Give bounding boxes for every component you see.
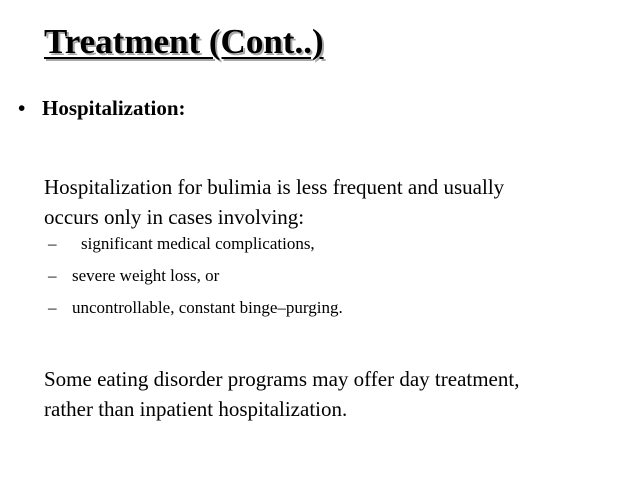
sub-item-text: severe weight loss, or [72, 266, 220, 285]
bullet-hospitalization [18, 96, 186, 121]
sub-item-text: uncontrollable, constant binge–purging. [72, 298, 343, 317]
slide-title: Treatment (Cont..) [44, 22, 324, 61]
paragraph-line: Some eating disorder programs may offer day treatment, [44, 367, 520, 391]
paragraph-line: occurs only in cases involving: [44, 205, 305, 229]
paragraph-day-treatment [44, 364, 519, 424]
sub-item [48, 298, 343, 318]
dash-marker: – [48, 266, 57, 285]
dash-marker: – [48, 234, 57, 253]
bullet-marker: • [18, 96, 26, 120]
paragraph-hospitalization [44, 172, 504, 232]
paragraph-line: Hospitalization for bulimia is less frequent and usually [44, 175, 505, 199]
sub-item [48, 234, 315, 254]
bullet-heading: Hospitalization: [42, 96, 186, 120]
dash-marker: – [48, 298, 57, 317]
sub-item-text: significant medical complications, [81, 234, 315, 253]
sub-item [48, 266, 219, 286]
paragraph-line: rather than inpatient hospitalization. [44, 397, 348, 421]
